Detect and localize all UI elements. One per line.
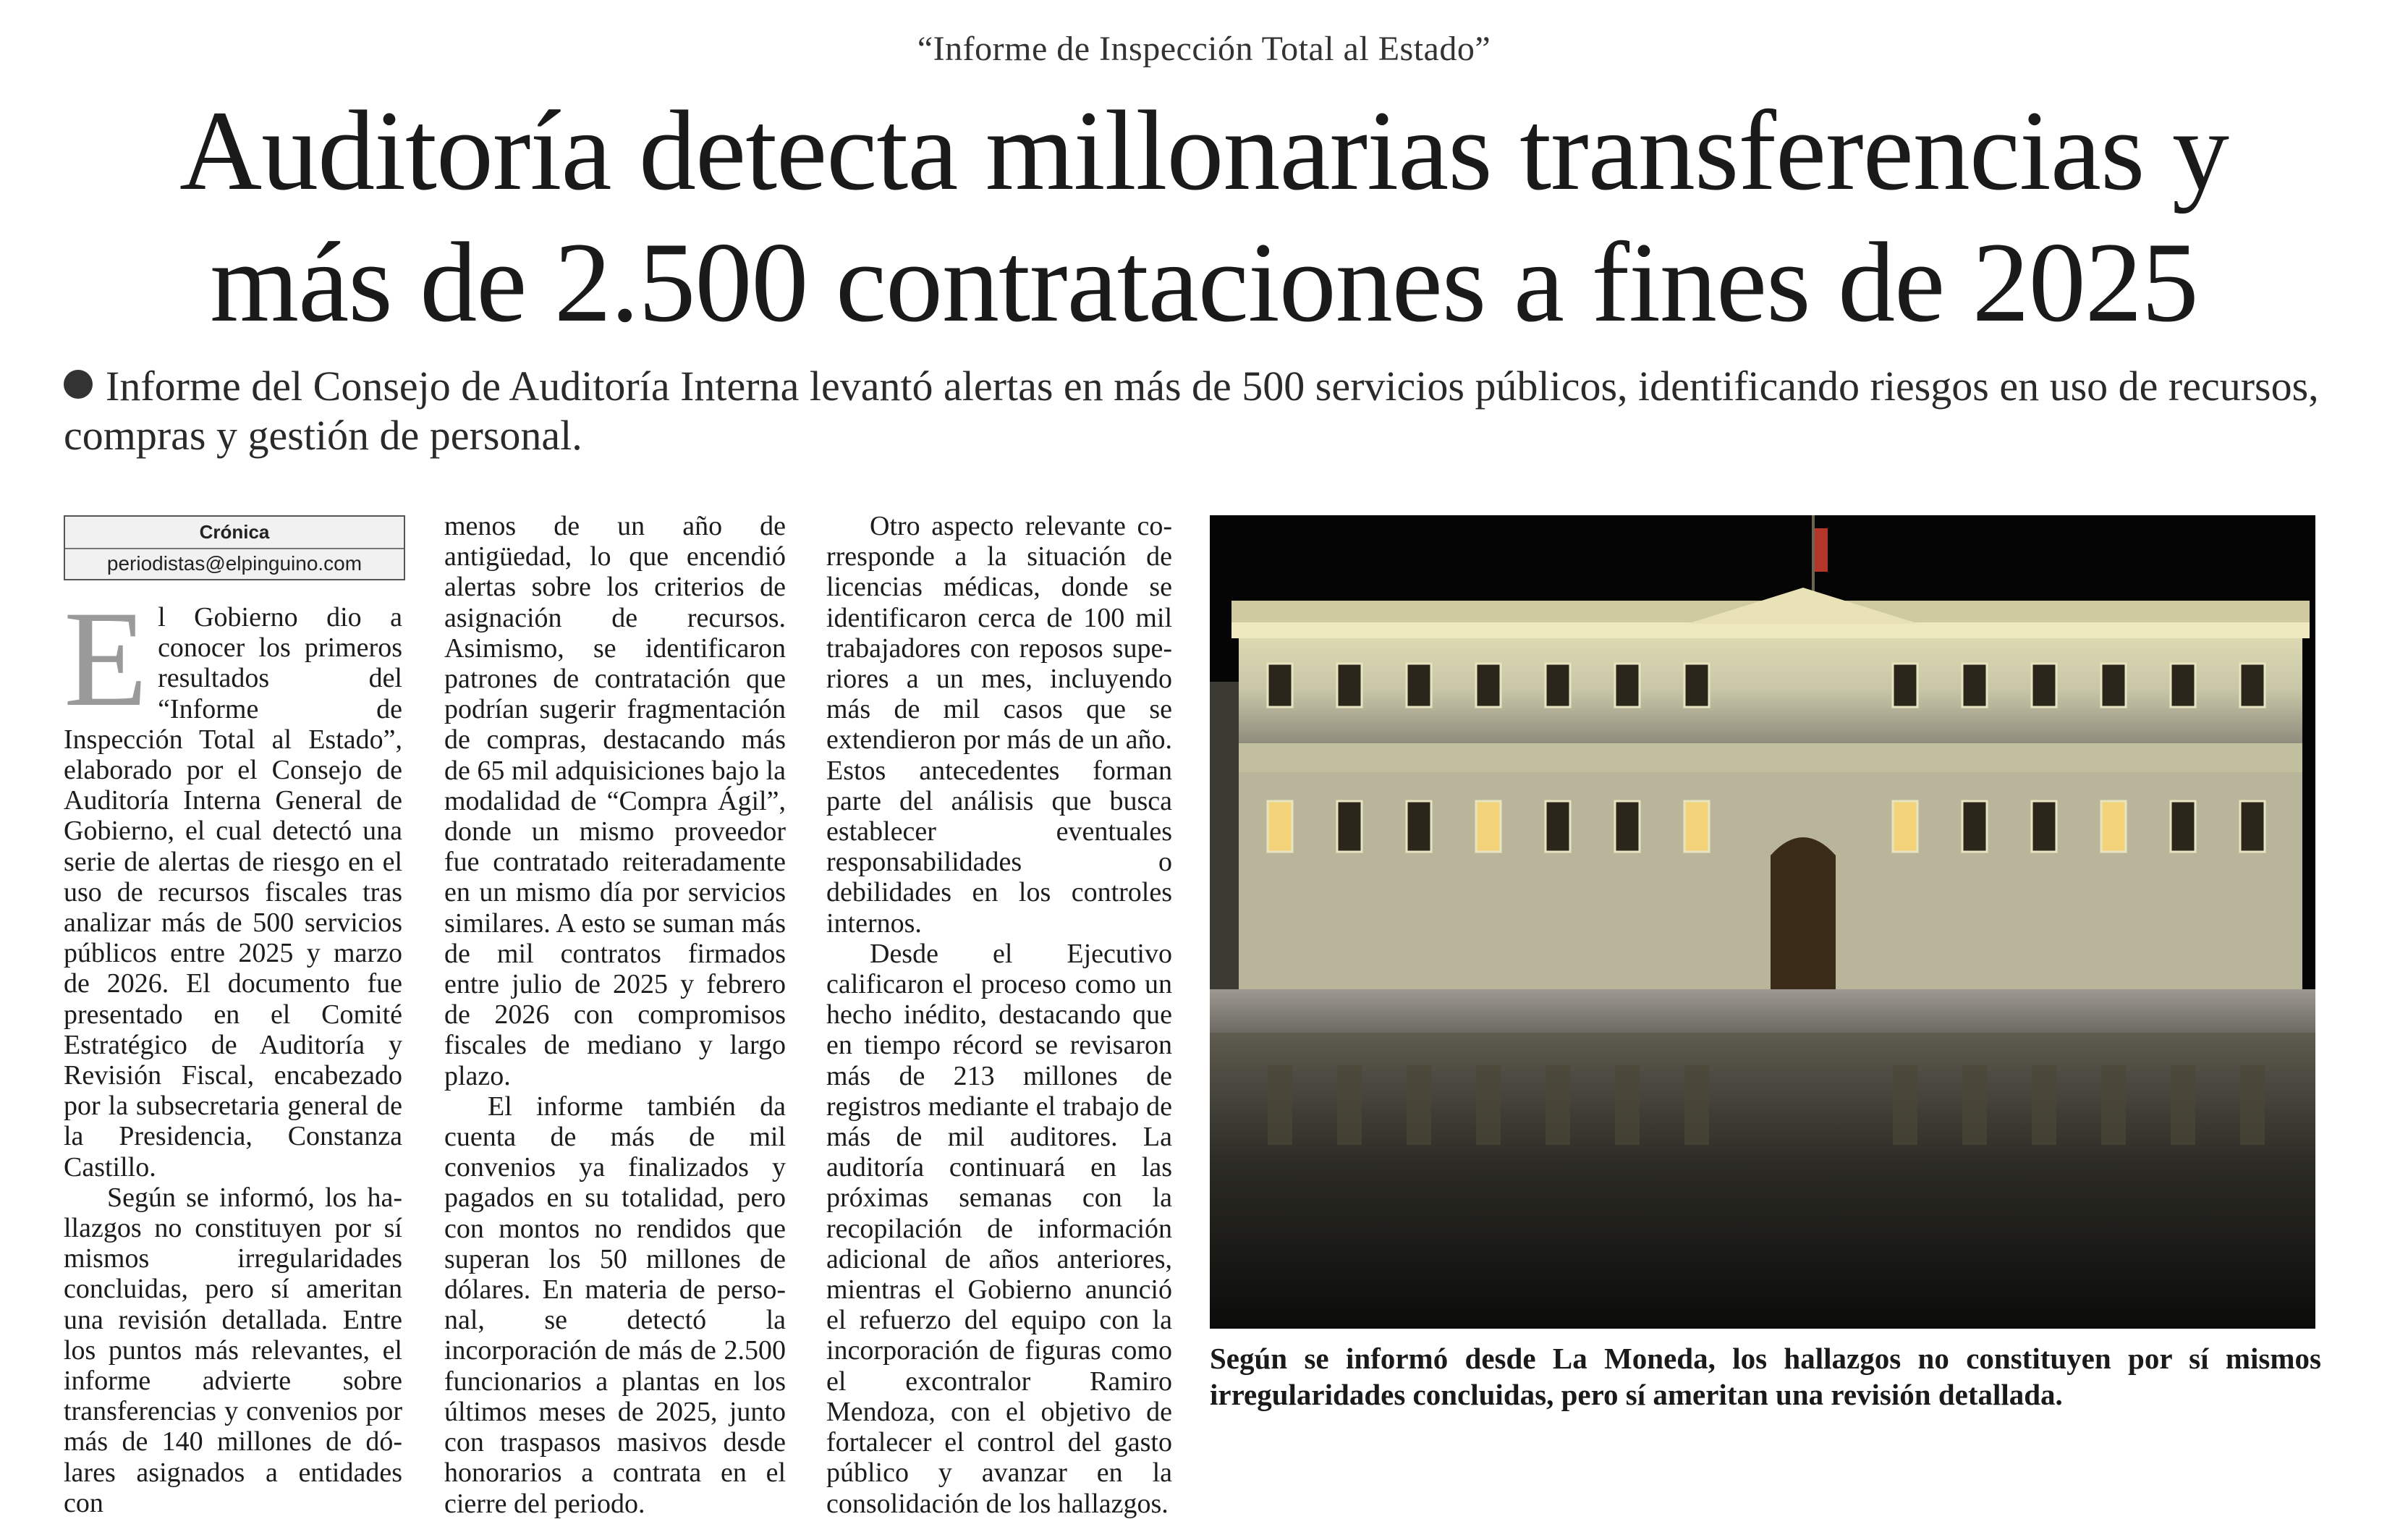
palace-window bbox=[1407, 801, 1431, 852]
palace-window bbox=[2101, 801, 2126, 852]
palace-window bbox=[1476, 664, 1501, 707]
byline-section: Crónica bbox=[199, 521, 270, 543]
palace-window bbox=[1476, 801, 1501, 852]
palace-window bbox=[1546, 801, 1570, 852]
window-reflection bbox=[1962, 1065, 1987, 1145]
body-paragraph: Desde el Ejecutivo calificaron el proceso como un hecho inédito, destacando que en tiempo récord se revisaron más de 213 millones de registros mediante el trabajo de más de mil auditores. La auditoría continuará en las próximas semanas con la recopilación de información adicional de años anteriores, mientras el Gobierno anunció el refuerzo del equipo con la incorporación de figuras como el excontralor Ramiro Mendoza, con el objetivo de fortalecer el control del gasto público y avanzar en la consolidación de los hallazgos. bbox=[826, 938, 1172, 1519]
body-paragraph bbox=[64, 583, 402, 1182]
byline-email: periodistas@elpinguino.com bbox=[106, 552, 363, 575]
body-column-1 bbox=[64, 583, 402, 1518]
palace-window bbox=[1893, 664, 1917, 707]
window-reflection bbox=[1893, 1065, 1917, 1145]
window-reflection bbox=[2171, 1065, 2195, 1145]
photo-caption: Según se informó desde La Moneda, los hallazgos no constituyen por sí mismos irregularidades concluidas, pero sí ameritan una revisión detallada. bbox=[1210, 1342, 2321, 1411]
article-headline bbox=[43, 85, 2365, 349]
plaza bbox=[1210, 989, 2315, 1033]
palace-window bbox=[1893, 801, 1917, 852]
palace-window bbox=[1407, 664, 1431, 707]
palace-window bbox=[1337, 801, 1362, 852]
palace-window bbox=[1962, 664, 1987, 707]
headline-line-1: Auditoría detecta millonarias transferencias y bbox=[179, 88, 2229, 214]
byline-box bbox=[64, 515, 405, 580]
palace-window bbox=[2240, 664, 2265, 707]
window-reflection bbox=[2240, 1065, 2265, 1145]
body-column-3 bbox=[826, 511, 1172, 1519]
body-paragraph: El informe también da cuenta de más de mil convenios ya finalizados y pagados en su totalidad, pero con montos no rendidos que superan los 50 millones de dólares. En materia de personal, se detectó la incorporación de más de 2.500 funcionarios a plantas en los últimos meses de 2025, junto con traspasos masivos desde honorarios a contrata en el cierre del periodo. bbox=[444, 1091, 786, 1519]
palace-window bbox=[2032, 664, 2056, 707]
drop-cap: E bbox=[64, 583, 148, 735]
palace-upper-floor bbox=[1239, 635, 2302, 743]
la-moneda-photo bbox=[1210, 515, 2315, 1329]
palace-window bbox=[2240, 801, 2265, 852]
palace-window bbox=[1546, 664, 1570, 707]
body-paragraph: Según se informó, los hallazgos no constituyen por sí mismos irregularidades concluidas, pero sí ameritan una revisión detallada. Entre los puntos más relevantes, el informe advierte sobre transferencias y convenios por más de 140 millones de dólares asignados a entidades con bbox=[64, 1182, 402, 1518]
palace-window bbox=[1962, 801, 1987, 852]
palace-window bbox=[2101, 664, 2126, 707]
cornice bbox=[1231, 622, 2310, 638]
palace-window bbox=[1684, 664, 1709, 707]
palace-illustration bbox=[1210, 515, 2315, 1329]
palace-window bbox=[2032, 801, 2056, 852]
article-subhead bbox=[64, 362, 2343, 460]
body-paragraph: menos de un año de antigüedad, lo que encendió alertas sobre los criterios de asignación de recursos. Asimismo, se identificaron patrones de contratación que podrían sugerir fragmentación de compras, destacando más de 65 mil adquisiciones bajo la modalidad de “Compra Ágil”, donde un mismo proveedor fue contratado reiteradamente en un mismo día por servicios similares. A esto se suman más de mil contratos firmados entre julio de 2025 y febrero de 2026 con compromisos fiscales de mediano y largo plazo. bbox=[444, 511, 786, 1091]
palace-window bbox=[1615, 664, 1640, 707]
bullet-icon bbox=[64, 370, 93, 399]
palace-window bbox=[1268, 664, 1292, 707]
palace-window bbox=[1684, 801, 1709, 852]
byline-divider bbox=[65, 548, 404, 549]
body-paragraph: Otro aspecto relevante corresponde a la situación de licencias médicas, donde se identificaron cerca de 100 mil trabajadores con reposos superiores a un mes, incluyendo más de mil casos que se extendieron por más de un año. Estos antecedentes forman parte del análisis que busca establecer eventuales responsabilidades o debilidades en los controles internos. bbox=[826, 511, 1172, 939]
window-reflection bbox=[1684, 1065, 1709, 1145]
palace-window bbox=[1268, 801, 1292, 852]
window-reflection bbox=[1615, 1065, 1640, 1145]
window-reflection bbox=[2032, 1065, 2056, 1145]
subhead-text: Informe del Consejo de Auditoría Interna levantó alertas en más de 500 servicios públicos, identificando riesgos en uso de recursos, compras y gestión de personal. bbox=[64, 363, 2319, 459]
window-reflection bbox=[1407, 1065, 1431, 1145]
body-column-2 bbox=[444, 511, 786, 1519]
headline-line-2: más de 2.500 contrataciones a fines de 2025 bbox=[210, 219, 2198, 346]
window-reflection bbox=[1337, 1065, 1362, 1145]
article-kicker: “Informe de Inspección Total al Estado” bbox=[917, 30, 1491, 68]
reflecting-pool bbox=[1210, 1033, 2315, 1329]
window-reflection bbox=[1546, 1065, 1570, 1145]
palace-window bbox=[1615, 801, 1640, 852]
window-reflection bbox=[2101, 1065, 2126, 1145]
paragraph-text: l Gobierno dio a conocer los primeros resultados del “Informe de Inspección Total al Estado”, elaborado por el Consejo de Auditoría Interna General de Gobierno, el cual detectó una serie de alertas de riesgo en el uso de recursos fiscales tras analizar más de 500 servicios públicos entre 2025 y marzo de 2026. El documento fue presentado en el Comité Estratégico de Auditoría y Revisión Fiscal, encabezado por la subsecretaria general de la Presidencia, Constanza Castillo. bbox=[64, 602, 402, 1182]
palace-window bbox=[1337, 664, 1362, 707]
window-reflection bbox=[1476, 1065, 1501, 1145]
main-door bbox=[1771, 837, 1836, 989]
palace-window bbox=[2171, 801, 2195, 852]
palace-window bbox=[2171, 664, 2195, 707]
mid-cornice bbox=[1239, 743, 2302, 772]
window-reflection bbox=[1268, 1065, 1292, 1145]
flag bbox=[1815, 528, 1828, 572]
